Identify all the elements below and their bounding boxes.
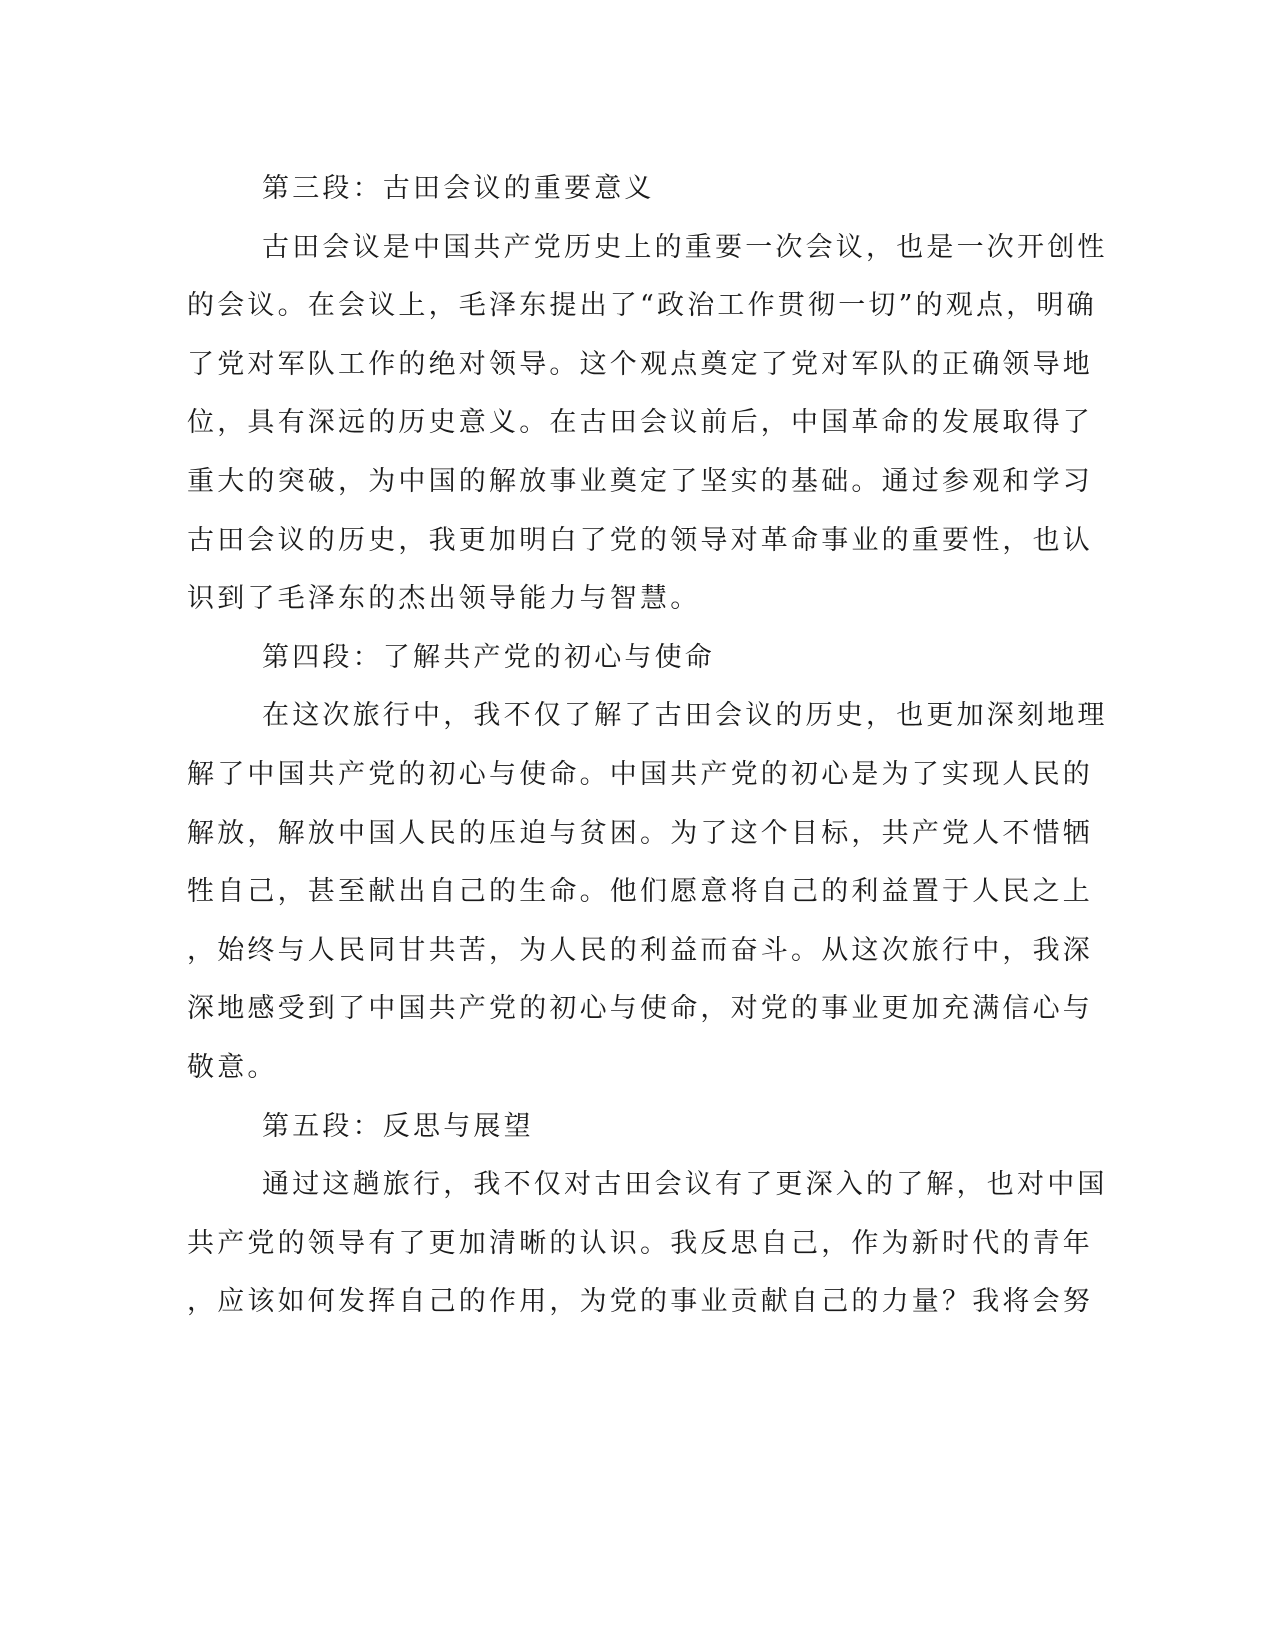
paragraph-line: 深地感受到了中国共产党的初心与使命，对党的事业更加充满信心与 [187, 993, 1093, 1025]
section-heading-3: 第三段：古田会议的重要意义 [262, 173, 655, 204]
section-heading-5: 第五段：反思与展望 [262, 1110, 534, 1142]
paragraph-line: 位，具有深远的历史意义。在古田会议前后，中国革命的发展取得了 [187, 407, 1093, 439]
paragraph-line: 在这次旅行中，我不仅了解了古田会议的历史，也更加深刻地理 [262, 700, 1108, 732]
paragraph-line: 解了中国共产党的初心与使命。中国共产党的初心是为了实现人民的 [187, 758, 1093, 790]
section-paragraph-5 [187, 1156, 1108, 1332]
paragraph-line: 了党对军队工作的绝对领导。这个观点奠定了党对军队的正确领导地 [187, 348, 1093, 380]
paragraph-line: 识到了毛泽东的杰出领导能力与智慧。 [187, 583, 701, 615]
paragraph-line: ，应该如何发挥自己的作用，为党的事业贡献自己的力量？我将会努 [187, 1286, 1093, 1318]
document-body [187, 160, 1108, 1332]
section-heading-4: 第四段：了解共产党的初心与使命 [262, 641, 715, 673]
paragraph-line: 通过这趟旅行，我不仅对古田会议有了更深入的了解，也对中国 [262, 1169, 1108, 1201]
paragraph-line: 共产党的领导有了更加清晰的认识。我反思自己，作为新时代的青年 [187, 1227, 1093, 1259]
section-paragraph-4 [187, 687, 1108, 1097]
paragraph-line: 古田会议的历史，我更加明白了党的领导对革命事业的重要性，也认 [187, 524, 1093, 556]
paragraph-line: 古田会议是中国共产党历史上的重要一次会议，也是一次开创性 [262, 231, 1108, 263]
paragraph-line: 重大的突破，为中国的解放事业奠定了坚实的基础。通过参观和学习 [187, 465, 1093, 497]
paragraph-line: 的会议。在会议上，毛泽东提出了“政治工作贯彻一切”的观点，明确 [187, 290, 1097, 322]
paragraph-line: 牲自己，甚至献出自己的生命。他们愿意将自己的利益置于人民之上 [187, 876, 1093, 908]
paragraph-line: 解放，解放中国人民的压迫与贫困。为了这个目标，共产党人不惜牺 [187, 817, 1093, 849]
paragraph-line: 敬意。 [187, 1051, 278, 1083]
paragraph-line: ，始终与人民同甘共苦，为人民的利益而奋斗。从这次旅行中，我深 [187, 934, 1093, 966]
section-paragraph-3 [187, 219, 1108, 629]
